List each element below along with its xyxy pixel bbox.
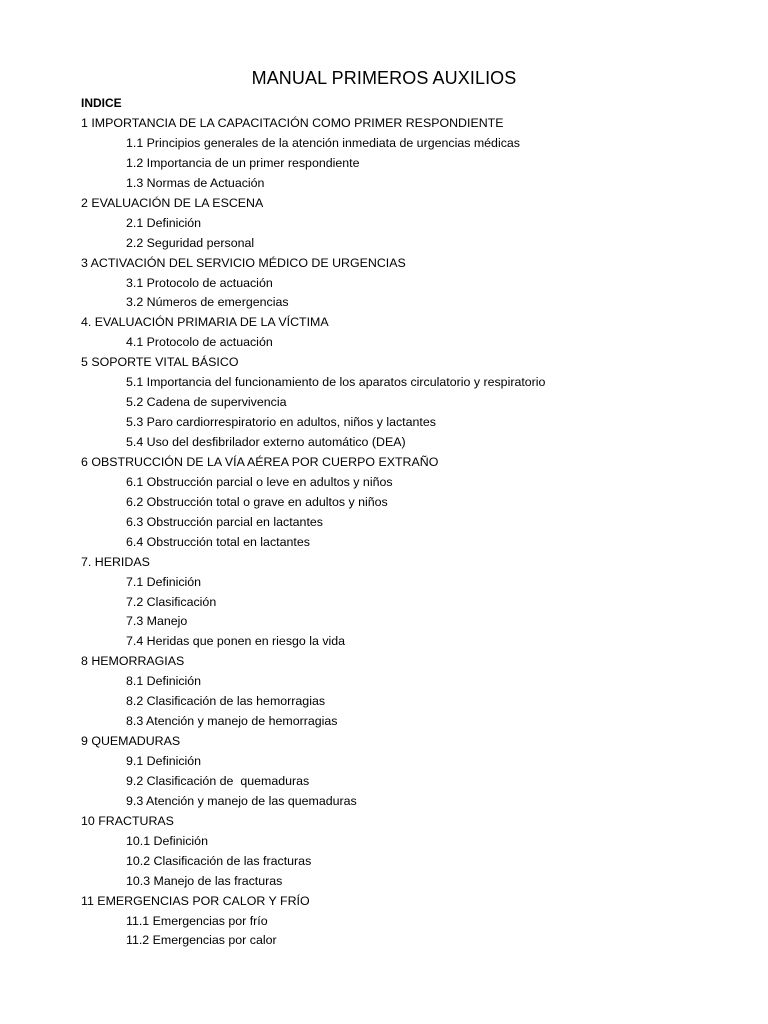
toc-subsection-entry: 5.3 Paro cardiorrespiratorio en adultos, niños y lactantes <box>126 415 436 430</box>
toc-section-entry: 9 QUEMADURAS <box>81 734 181 749</box>
toc-subsection-entry: 8.3 Atención y manejo de hemorragias <box>126 714 338 729</box>
toc-subsection-entry: 9.1 Definición <box>126 754 202 768</box>
toc-section-entry: 7. HERIDAS <box>81 554 150 569</box>
toc-subsection-entry: 9.3 Atención y manejo de las quemaduras <box>126 793 357 808</box>
toc-subsection-entry: 5.2 Cadena de supervivencia <box>126 395 287 410</box>
toc-subsection-entry: 7.3 Manejo <box>126 614 188 629</box>
toc-section-entry: 1 IMPORTANCIA DE LA CAPACITACIÓN COMO PRIMER RESPONDIENTE <box>81 116 504 130</box>
toc-subsection-entry: 3.1 Protocolo de actuación <box>126 275 273 290</box>
document-title: MANUAL PRIMEROS AUXILIOS <box>251 68 517 88</box>
toc-subsection-entry: 11.1 Emergencias por frío <box>126 913 268 928</box>
index-heading: INDICE <box>81 96 122 110</box>
toc-subsection-entry: 1.1 Principios generales de la atención inmediata de urgencias médicas <box>126 135 520 150</box>
toc-subsection-entry: 3.2 Números de emergencias <box>126 295 289 310</box>
toc-section-entry: 3 ACTIVACIÓN DEL SERVICIO MÉDICO DE URGENCIAS <box>81 255 406 270</box>
toc-subsection-entry: 1.3 Normas de Actuación <box>126 175 265 190</box>
toc-subsection-entry: 4.1 Protocolo de actuación <box>126 335 273 350</box>
toc-section-entry: 5 SOPORTE VITAL BÁSICO <box>81 355 239 370</box>
toc-section-entry: 4. EVALUACIÓN PRIMARIA DE LA VÍCTIMA <box>81 315 329 330</box>
toc-section-entry: 2 EVALUACIÓN DE LA ESCENA <box>81 195 264 210</box>
toc-subsection-entry: 10.3 Manejo de las fracturas <box>126 873 283 888</box>
toc-subsection-entry: 2.1 Definición <box>126 215 202 230</box>
toc-subsection-entry: 5.4 Uso del desfibrilador externo automático (DEA) <box>126 435 406 449</box>
toc-subsection-entry: 10.2 Clasificación de las fracturas <box>126 853 312 868</box>
toc-subsection-entry: 7.2 Clasificación <box>126 594 217 609</box>
toc-section-entry: 6 OBSTRUCCIÓN DE LA VÍA AÉREA POR CUERPO EXTRAÑO <box>81 454 439 469</box>
toc-subsection-entry: 6.1 Obstrucción parcial o leve en adultos y niños <box>126 474 393 489</box>
toc-subsection-entry: 8.1 Definición <box>126 674 202 689</box>
toc-subsection-entry: 2.2 Seguridad personal <box>126 235 255 250</box>
toc-subsection-entry: 6.2 Obstrucción total o grave en adultos y niños <box>126 494 388 509</box>
toc-subsection-entry: 10.1 Definición <box>126 833 208 848</box>
toc-subsection-entry: 11.2 Emergencias por calor <box>126 933 277 948</box>
toc-subsection-entry: 6.4 Obstrucción total en lactantes <box>126 534 310 549</box>
table-of-contents <box>81 114 741 951</box>
toc-section-entry: 8 HEMORRAGIAS <box>81 654 185 669</box>
toc-subsection-entry: 6.3 Obstrucción parcial en lactantes <box>126 514 323 529</box>
toc-section-entry: 11 EMERGENCIAS POR CALOR Y FRÍO <box>81 893 310 908</box>
toc-subsection-entry: 7.4 Heridas que ponen en riesgo la vida <box>126 634 346 649</box>
toc-subsection-entry: 8.2 Clasificación de las hemorragias <box>126 694 326 709</box>
toc-subsection-entry: 5.1 Importancia del funcionamiento de los aparatos circulatorio y respiratorio <box>126 375 546 390</box>
toc-subsection-entry: 9.2 Clasificación de quemaduras <box>126 773 310 788</box>
toc-section-entry: 10 FRACTURAS <box>81 813 174 828</box>
toc-subsection-entry: 1.2 Importancia de un primer respondiente <box>126 155 360 170</box>
toc-subsection-entry: 7.1 Definición <box>126 574 202 589</box>
